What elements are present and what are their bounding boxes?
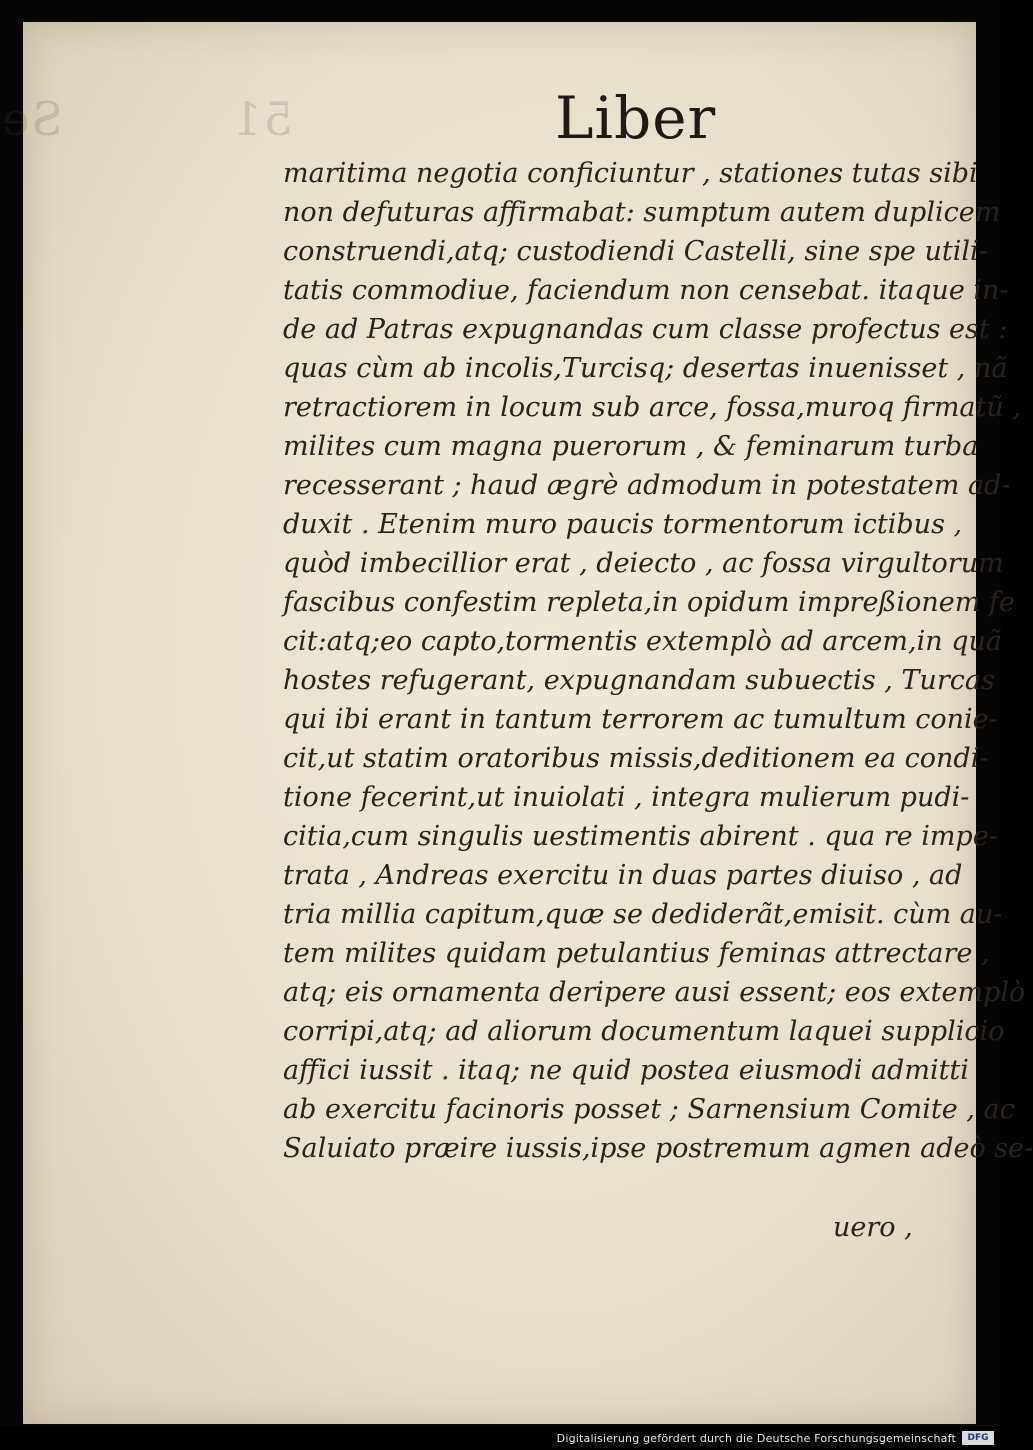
book-page xyxy=(0,22,1033,1424)
text-line: tatis commodiue, faciendum non censebat. itaque in- xyxy=(283,275,1009,306)
dfg-logo: DFG xyxy=(962,1431,994,1445)
digitization-footer xyxy=(0,1426,1000,1450)
funding-credit: Digitalisierung gefördert durch die Deutsche Forschungsgemeinschaft xyxy=(556,1432,956,1445)
text-line: construendi,atq; custodiendi Castelli, sine spe utili- xyxy=(283,236,988,267)
running-head: Liber xyxy=(555,84,717,152)
text-line: cit,ut statim oratoribus missis,deditionem ea condi- xyxy=(283,743,989,774)
text-line: duxit . Etenim muro paucis tormentorum ictibus , xyxy=(283,509,963,540)
text-line: trata , Andreas exercitu in duas partes diuiso , ad xyxy=(283,860,963,891)
text-line: maritima negotia conficiuntur , stationes tutas sibi xyxy=(283,158,978,189)
text-line: corripi,atq; ad aliorum documentum laquei supplicio xyxy=(283,1016,1005,1047)
text-line: recesserant ; haud ægrè admodum in potestatem ad- xyxy=(283,470,1011,501)
text-line: tione fecerint,ut inuiolati , integra mulierum pudi- xyxy=(283,782,970,813)
text-line: non defuturas affirmabat: sumptum autem duplicem xyxy=(283,197,1001,228)
text-line: tem milites quidam petulantius feminas attrectare , xyxy=(283,938,990,969)
text-line: fascibus confestim repleta,in opidum impreßionem fe xyxy=(283,587,1015,618)
text-line: quòd imbecillior erat , deiecto , ac fossa virgultorum xyxy=(283,548,1004,579)
body-text xyxy=(283,154,1033,1168)
text-line: citia,cum singulis uestimentis abirent . qua re impe- xyxy=(283,821,998,852)
text-line: qui ibi erant in tantum terrorem ac tumultum conie- xyxy=(283,704,998,735)
text-line: cit:atq;eo capto,tormentis extemplò ad arcem,in quã xyxy=(283,626,1002,657)
text-line: Saluiato præire iussis,ipse postremum agmen adeò se- xyxy=(283,1133,1033,1164)
text-line: ab exercitu facinoris posset ; Sarnensium Comite , ac xyxy=(283,1094,1015,1125)
bleed-through-word-2: 51 xyxy=(230,92,293,146)
text-line: milites cum magna puerorum , & feminarum turba xyxy=(283,431,979,462)
text-line: tria millia capitum,quæ se dediderãt,emisit. cùm au- xyxy=(283,899,1003,930)
bleed-through-word-1: Se xyxy=(0,92,63,146)
text-line: atq; eis ornamenta deripere ausi essent; eos extemplò xyxy=(283,977,1026,1008)
text-line: affici iussit . itaq; ne quid postea eiusmodi admitti xyxy=(283,1055,969,1086)
text-line: hostes refugerant, expugnandam subuectis , Turcas xyxy=(283,665,995,696)
catchword: uero , xyxy=(833,1212,913,1243)
text-line: retractiorem in locum sub arce, fossa,muroq firmatũ , xyxy=(283,392,1021,423)
text-line: de ad Patras expugnandas cum classe profectus est : xyxy=(283,314,1008,345)
text-line: quas cùm ab incolis,Turcisq; desertas inuenisset , nã xyxy=(283,353,1008,384)
